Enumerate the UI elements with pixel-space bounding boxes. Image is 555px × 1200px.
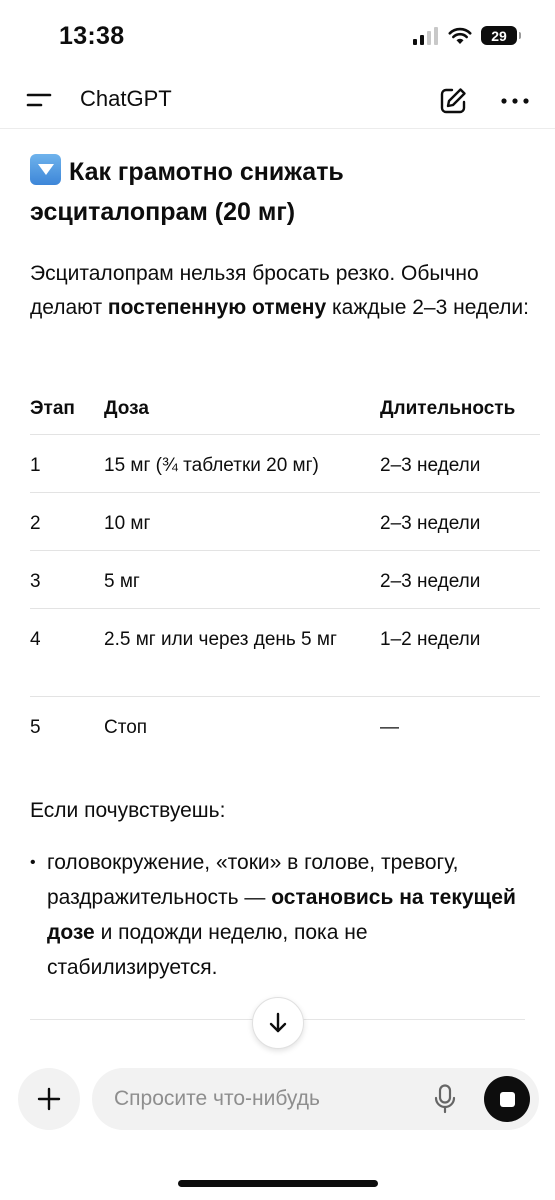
table-cell: 5 мг — [104, 551, 380, 609]
intro-bold: постепенную отмену — [107, 296, 327, 319]
app-header — [0, 72, 555, 129]
table-cell: 1–2 недели — [380, 609, 540, 697]
table-cell: 2 — [30, 493, 104, 551]
message-input[interactable] — [114, 1068, 414, 1130]
list-item — [30, 845, 540, 985]
status-time: 13:38 — [59, 22, 125, 50]
status-icons — [413, 26, 517, 45]
table-cell: 1 — [30, 435, 104, 493]
menu-icon[interactable] — [24, 86, 54, 114]
down-arrow-button-icon — [30, 154, 61, 185]
table-row — [30, 551, 540, 609]
table-row — [30, 697, 540, 755]
bullet-list — [30, 845, 540, 985]
table-cell: Стоп — [104, 717, 148, 738]
table-cell: 10 мг — [104, 493, 380, 551]
table-row — [30, 493, 540, 551]
status-bar — [0, 0, 555, 72]
table-cell: 2.5 мг или через день 5 мг — [104, 609, 380, 697]
home-indicator — [178, 1180, 378, 1187]
table-row — [30, 435, 540, 493]
bullet-text: головокружение, «токи» в голове, тревогу, раздражительность — — [47, 851, 459, 909]
intro-text-end: каждые 2–3 недели: — [326, 296, 529, 319]
battery-level: 29 — [491, 27, 507, 44]
stop-icon — [500, 1092, 515, 1107]
followup-text: Если почувствуешь: — [30, 799, 226, 822]
table-cell: 2–3 недели — [380, 551, 540, 609]
edit-icon[interactable] — [437, 85, 469, 117]
table-header-cell: Длительность — [380, 384, 540, 435]
microphone-icon — [434, 1084, 456, 1114]
battery-icon — [481, 26, 517, 45]
wifi-icon — [448, 27, 472, 45]
table-header-cell: Доза — [104, 384, 380, 435]
scroll-down-button[interactable] — [252, 997, 304, 1049]
table-header-cell: Этап — [30, 384, 104, 435]
composer — [92, 1068, 539, 1130]
add-attachment-button[interactable] — [18, 1068, 80, 1130]
voice-input-button[interactable] — [430, 1083, 460, 1115]
table-cell: 15 мг (¾ таблетки 20 мг) — [104, 435, 380, 493]
table-cell: 2–3 недели — [380, 435, 540, 493]
intro-paragraph — [30, 257, 530, 325]
bullet-text-end: и подожди неделю, пока не стабилизируется. — [47, 921, 368, 979]
heading-text: Как грамотно снижать эсциталопрам (20 мг) — [30, 158, 344, 226]
plus-icon — [37, 1087, 61, 1111]
more-icon[interactable] — [498, 85, 532, 117]
table-cell: 4 — [30, 609, 104, 697]
message-heading — [30, 152, 520, 232]
intro-text: Эсциталопрам нельзя бросать резко. Обычно делают — [30, 262, 479, 319]
table-cell: — — [380, 717, 399, 738]
table-cell: 2–3 недели — [380, 493, 540, 551]
table-cell: 3 — [30, 551, 104, 609]
signal-icon — [413, 27, 439, 45]
bullet-bold: остановись на текущей дозе — [47, 886, 516, 944]
arrow-down-icon — [267, 1011, 289, 1035]
table-cell: 5 — [30, 717, 41, 738]
app-title: ChatGPT — [80, 86, 172, 111]
table-header-row — [30, 384, 540, 435]
stop-generating-button[interactable] — [484, 1076, 530, 1122]
table-row — [30, 609, 540, 697]
dose-table — [30, 384, 540, 755]
